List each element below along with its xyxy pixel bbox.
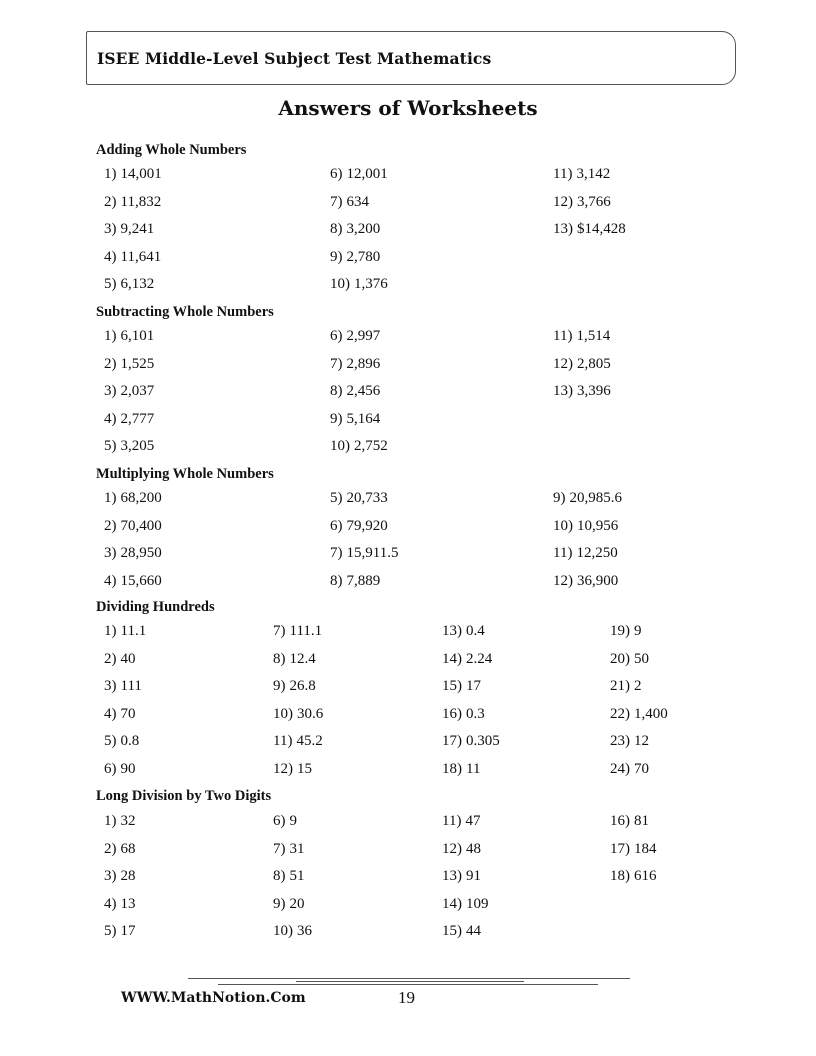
answer-item [442,651,492,668]
answer-value: 3,396 [577,383,611,399]
answer-number: 8) [273,650,286,667]
answer-value: 20,733 [346,490,388,506]
answer-item [442,623,485,640]
answer-number: 8) [330,221,343,237]
answer-value: 40 [120,650,136,667]
answer-item [104,383,154,400]
answer-item [273,923,312,940]
answer-number: 16) [442,705,462,722]
answer-value: 15,660 [120,572,162,589]
answer-value: 3,142 [576,166,611,182]
answer-number: 7) [330,545,343,561]
answer-item [104,328,154,345]
answer-value: 0.3 [466,705,485,722]
answer-value: 2 [634,678,642,694]
answer-number: 12) [553,193,573,210]
answer-number: 3) [104,678,117,694]
answer-value: 0.8 [120,733,140,749]
answer-item [442,761,480,778]
answer-number: 7) [273,623,286,639]
answer-value: 30.6 [297,705,324,722]
answer-number: 4) [104,705,117,722]
answer-number: 1) [104,328,117,344]
answer-item [442,841,481,858]
answer-value: 13 [120,895,136,912]
answer-value: 2,780 [346,248,381,265]
answer-number: 10) [553,517,573,534]
answer-item [104,623,146,640]
answer-value: 1,376 [354,276,388,292]
answer-item [104,276,154,293]
answer-item [330,249,380,266]
answer-value: 15 [297,760,312,777]
answer-item [553,166,610,183]
answer-number: 2) [104,517,117,534]
answer-item [104,194,161,211]
answer-number: 7) [330,193,343,210]
answer-item [330,328,380,345]
answer-item [553,490,622,507]
answer-item [610,868,657,885]
answer-value: 616 [634,868,657,884]
answer-number: 2) [104,193,117,210]
answer-value: 90 [120,760,136,777]
answer-value: 51 [289,868,305,884]
answer-value: 44 [466,923,481,939]
answer-value: 3,205 [120,438,155,454]
header-title: ISEE Middle-Level Subject Test Mathematics [97,49,492,68]
answer-item [104,813,136,830]
answer-value: 1,525 [120,355,155,372]
answer-value: 36 [297,923,312,939]
answer-value: 6,101 [120,328,155,344]
answer-value: 111.1 [289,623,323,639]
answer-item [330,411,380,428]
answer-number: 5) [104,733,117,749]
answer-value: 2,997 [346,328,381,344]
answer-number: 17) [610,840,630,857]
answer-value: 5,164 [346,410,381,427]
answer-item [104,573,162,590]
answer-value: 70 [120,705,136,722]
answer-value: 79,920 [346,517,388,534]
answer-number: 20) [610,650,630,667]
answer-number: 11) [553,166,573,182]
answer-item [553,194,611,211]
answer-number: 13) [553,221,573,237]
answer-value: 17 [120,923,136,939]
answer-number: 24) [610,760,630,777]
answer-number: 7) [330,355,343,372]
answer-item [610,651,649,668]
answer-item [330,490,388,507]
answer-value: 14,001 [120,166,162,182]
answer-number: 2) [104,650,117,667]
answer-item [104,706,136,723]
answer-number: 12) [442,840,462,857]
answer-number: 11) [442,813,462,829]
answer-number: 3) [104,868,117,884]
answer-value: 10,956 [577,517,619,534]
answer-item [442,896,489,913]
answer-item [610,623,642,640]
answer-number: 13) [442,623,462,639]
answer-number: 6) [330,166,343,182]
answer-number: 6) [330,517,343,534]
answer-item [273,761,312,778]
answer-value: 70,400 [120,517,162,534]
answer-item [553,328,610,345]
answer-item [104,841,136,858]
answer-item [273,706,323,723]
answer-value: 0.4 [466,623,485,639]
answer-item [273,813,297,830]
answer-item [442,868,481,885]
section-heading: Dividing Hundreds [96,599,215,615]
answer-value: 111 [120,678,142,694]
answer-item [442,813,480,830]
answer-number: 9) [330,410,343,427]
answer-number: 3) [104,383,117,399]
answer-value: 20 [289,895,305,912]
answer-item [330,166,388,183]
answer-number: 13) [553,383,573,399]
answer-item [104,651,136,668]
answer-value: 32 [120,813,136,829]
answer-item [104,896,136,913]
answer-item [104,411,154,428]
answer-item [104,356,154,373]
answer-number: 22) [610,705,630,722]
answer-number: 10) [273,705,293,722]
answer-value: 7,889 [346,572,381,589]
answer-value: 45.2 [296,733,323,749]
answer-number: 18) [442,760,462,777]
answer-item [553,518,618,535]
answer-number: 4) [104,572,117,589]
answer-item [104,221,154,238]
answer-item [104,761,136,778]
answer-number: 11) [273,733,293,749]
answer-value: 70 [634,760,649,777]
answer-number: 1) [104,490,117,506]
answer-number: 4) [104,248,117,265]
answer-item [273,678,316,695]
answer-value: 36,900 [577,572,619,589]
answer-number: 5) [104,276,117,292]
answer-number: 3) [104,545,117,561]
answer-value: 2,456 [346,383,381,399]
answer-number: 1) [104,813,117,829]
answer-number: 8) [330,572,343,589]
answer-value: 2.24 [466,650,493,667]
section-heading: Long Division by Two Digits [96,788,272,804]
answer-number: 1) [104,166,117,182]
answer-value: 48 [466,840,481,857]
answer-value: 1,400 [634,705,668,722]
answer-number: 1) [104,623,117,639]
answer-value: 3,200 [346,221,381,237]
answer-value: 11.1 [120,623,147,639]
answer-number: 17) [442,733,462,749]
answer-item [104,868,136,885]
page-number: 19 [398,988,415,1007]
answer-value: 0.305 [466,733,500,749]
answer-value: 11,832 [120,193,162,210]
answer-number: 12) [553,572,573,589]
answer-item [273,896,305,913]
answer-number: 5) [104,923,117,939]
answer-item [104,733,139,750]
answer-value: 1,514 [576,328,611,344]
answer-value: 2,752 [354,438,388,454]
answer-item [553,356,611,373]
answer-item [104,923,136,940]
answer-number: 9) [553,490,566,506]
answer-number: 7) [273,840,286,857]
answer-number: 2) [104,840,117,857]
answer-value: 634 [346,193,369,210]
answer-number: 4) [104,410,117,427]
answer-item [553,545,618,562]
answer-item [273,733,323,750]
answer-item [330,573,380,590]
answer-number: 14) [442,895,462,912]
answer-value: 9,241 [120,221,155,237]
footer-rule-top [188,978,630,979]
answer-value: 2,037 [120,383,155,399]
answer-number: 9) [273,678,286,694]
answer-item [330,438,388,455]
answer-number: 13) [442,868,462,884]
answer-item [104,166,162,183]
answer-item [442,678,481,695]
answer-item [330,194,369,211]
answer-number: 11) [553,545,573,561]
answer-value: 28 [120,868,136,884]
answer-value: 6,132 [120,276,155,292]
section-heading: Subtracting Whole Numbers [96,304,274,320]
answer-number: 12) [273,760,293,777]
answer-value: 15,911.5 [346,545,399,561]
answer-number: 6) [273,813,286,829]
answer-item [273,841,305,858]
answer-number: 10) [330,438,350,454]
answer-item [553,573,618,590]
answer-value: 50 [634,650,649,667]
page-title: Answers of Worksheets [278,96,538,120]
answer-item [442,923,481,940]
answer-item [273,623,322,640]
answer-number: 9) [330,248,343,265]
answer-item [610,761,649,778]
answer-number: 2) [104,355,117,372]
answer-item [330,518,388,535]
answer-number: 19) [610,623,630,639]
answer-value: 2,777 [120,410,155,427]
answer-item [610,706,668,723]
answer-value: 68,200 [120,490,162,506]
answer-number: 15) [442,678,462,694]
header-box [86,31,736,85]
answer-number: 5) [104,438,117,454]
section-heading: Multiplying Whole Numbers [96,466,274,482]
section-heading: Adding Whole Numbers [96,142,247,158]
answer-value: $14,428 [577,221,626,237]
footer-rule-bottom [218,984,598,985]
answer-number: 8) [330,383,343,399]
answer-number: 21) [610,678,630,694]
answer-value: 31 [289,840,305,857]
answer-item [610,813,649,830]
answer-value: 28,950 [120,545,162,561]
answer-number: 12) [553,355,573,372]
answer-number: 11) [553,328,573,344]
answer-item [330,383,380,400]
answer-item [610,678,642,695]
answer-value: 81 [634,813,649,829]
answer-number: 9) [273,895,286,912]
answer-value: 2,896 [346,355,381,372]
answer-value: 11 [466,760,481,777]
answer-item [330,221,380,238]
answer-item [553,383,611,400]
answer-number: 14) [442,650,462,667]
answer-item [442,733,500,750]
answer-item [553,221,626,238]
answer-item [104,678,142,695]
answer-number: 16) [610,813,630,829]
answer-number: 23) [610,733,630,749]
answer-value: 12.4 [289,650,316,667]
answer-number: 18) [610,868,630,884]
answer-item [330,356,380,373]
answer-value: 9 [634,623,642,639]
answer-number: 6) [330,328,343,344]
answer-number: 8) [273,868,286,884]
answer-value: 109 [466,895,489,912]
answer-item [104,518,162,535]
answer-value: 11,641 [120,248,162,265]
answer-item [104,490,162,507]
answer-number: 4) [104,895,117,912]
answer-number: 10) [330,276,350,292]
answer-value: 184 [634,840,657,857]
answer-item [330,545,398,562]
answer-item [273,868,305,885]
answer-number: 6) [104,760,117,777]
footer-url: WWW.MathNotion.Com [121,990,306,1006]
answer-item [330,276,388,293]
answer-value: 91 [466,868,481,884]
answer-item [104,438,154,455]
answer-value: 17 [466,678,481,694]
answer-item [610,841,657,858]
answer-value: 26.8 [289,678,316,694]
answer-item [104,249,161,266]
answer-value: 12,250 [576,545,618,561]
answer-value: 47 [465,813,481,829]
answer-number: 3) [104,221,117,237]
answer-item [104,545,162,562]
answer-value: 2,805 [577,355,611,372]
answer-number: 5) [330,490,343,506]
answer-value: 12,001 [346,166,388,182]
answer-number: 15) [442,923,462,939]
answer-item [442,706,485,723]
answer-value: 12 [634,733,649,749]
answer-item [610,733,649,750]
answer-number: 10) [273,923,293,939]
answer-value: 3,766 [577,193,611,210]
answer-value: 9 [289,813,297,829]
answer-item [273,651,316,668]
answer-value: 20,985.6 [569,490,622,506]
footer-rule-middle [296,981,524,982]
answer-value: 68 [120,840,136,857]
